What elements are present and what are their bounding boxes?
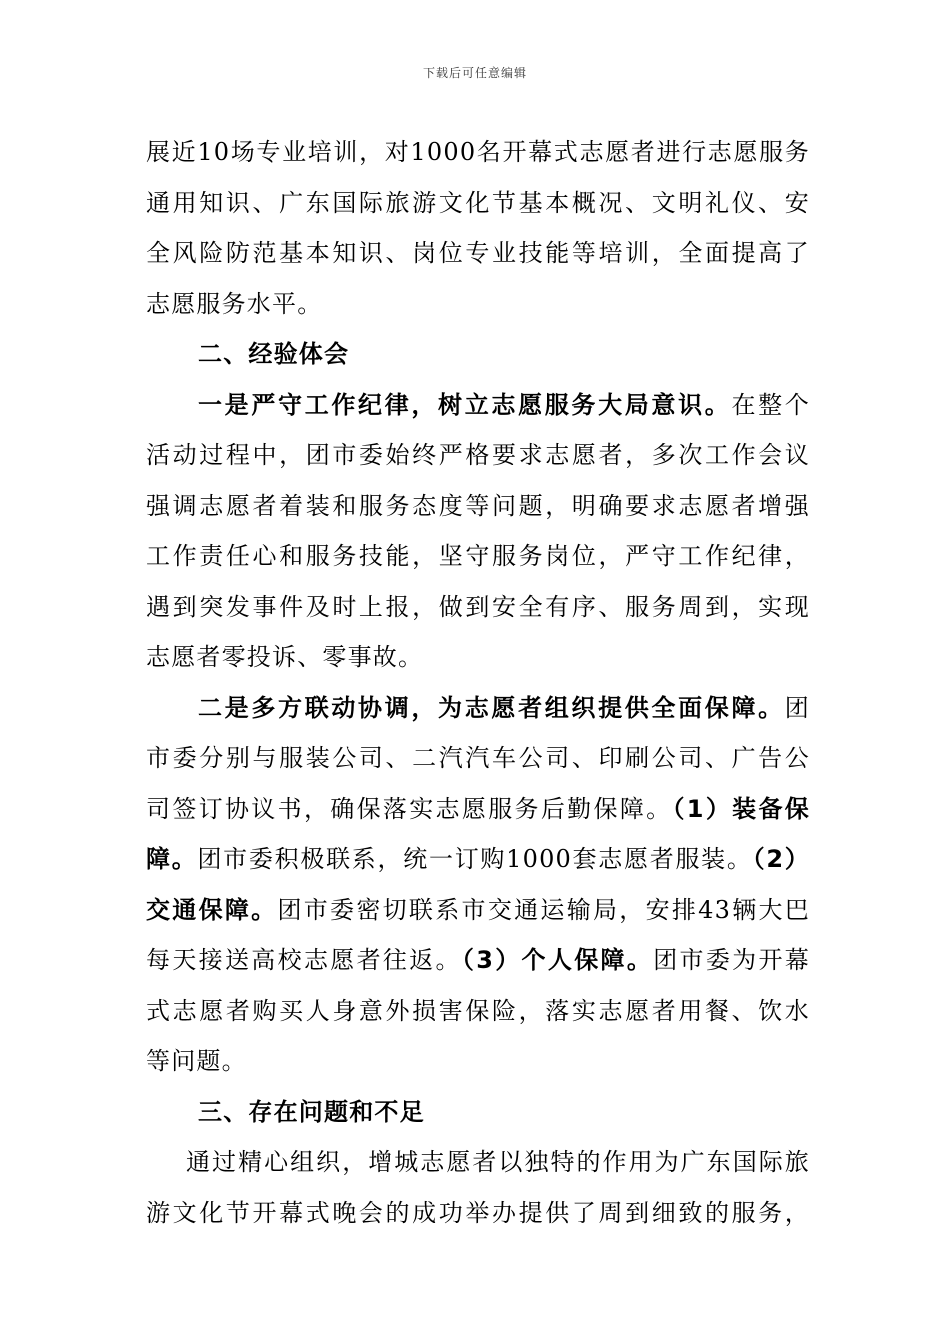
- text-line: [146, 885, 810, 936]
- text-line: 市委分别与服装公司、二汽汽车公司、印刷公司、广告公: [146, 744, 810, 772]
- text-fragment: 团市委密切联系市交通运输局，安排43辆大巴: [277, 895, 810, 924]
- text-line: 通用知识、广东国际旅游文化节基本概况、文明礼仪、安: [146, 188, 810, 217]
- bold-lead: 一是严守工作纪律，树立志愿服务大局意识。: [198, 390, 732, 419]
- text-line: 通过精心组织，增城志愿者以独特的作用为广东国际旅: [186, 1148, 810, 1176]
- text-line: 展近10场专业培训，对1000名开幕式志愿者进行志愿服务: [146, 138, 810, 166]
- paragraph-training: [146, 127, 810, 329]
- text-line: [146, 683, 810, 734]
- text-line: 全风险防范基本知识、岗位专业技能等培训，全面提高了: [146, 239, 810, 267]
- text-line: 强调志愿者着装和服务态度等问题，明确要求志愿者增强: [146, 491, 810, 520]
- paragraph-discipline: [146, 380, 810, 683]
- text-line: 活动过程中，团市委始终严格要求志愿者，多次工作会议: [146, 441, 810, 469]
- bold-fragment: 障。: [146, 845, 198, 873]
- text-line: 等问题。: [146, 1047, 247, 1075]
- text-fragment: 团市委为开幕: [653, 946, 811, 974]
- text-fragment: 每天接送高校志愿者往返。: [146, 946, 462, 974]
- paragraph-coordination: [146, 683, 810, 1087]
- bold-fragment: （1）装备保: [672, 794, 811, 823]
- text-fragment: 团: [784, 693, 810, 722]
- text-line: [146, 380, 810, 431]
- text-line: 游文化节开幕式晚会的成功举办提供了周到细致的服务，: [146, 1198, 810, 1227]
- paragraph-summary: [146, 1137, 810, 1238]
- bold-lead: 二是多方联动协调，为志愿者组织提供全面保障。: [198, 693, 785, 722]
- bold-fragment: （2）: [752, 845, 810, 873]
- page-header: 下载后可任意编辑: [422, 66, 527, 80]
- text-fragment: 司签订协议书，确保落实志愿服务后勤保障。: [146, 794, 673, 823]
- text-line: 志愿者零投诉、零事故。: [146, 643, 424, 671]
- text-line: [146, 935, 810, 986]
- text-fragment: 在整个: [731, 390, 810, 419]
- text-line: 式志愿者购买人身意外损害保险，落实志愿者用餐、饮水: [146, 996, 810, 1025]
- text-line: [146, 784, 810, 835]
- text-line: [146, 834, 810, 885]
- text-fragment: 团市委积极联系，统一订购1000套志愿者服装。: [197, 845, 753, 873]
- text-line: 志愿服务水平。: [146, 289, 323, 318]
- document-body: [146, 127, 810, 1238]
- section-heading-experience: 二、经验体会: [198, 340, 350, 368]
- bold-fragment: 交通保障。: [146, 895, 278, 924]
- text-line: 工作责任心和服务技能，坚守服务岗位，严守工作纪律，: [146, 542, 810, 570]
- section-heading-problems: 三、存在问题和不足: [198, 1097, 425, 1126]
- bold-fragment: （3）个人保障。: [461, 946, 654, 974]
- text-line: 遇到突发事件及时上报，做到安全有序、服务周到，实现: [146, 592, 810, 621]
